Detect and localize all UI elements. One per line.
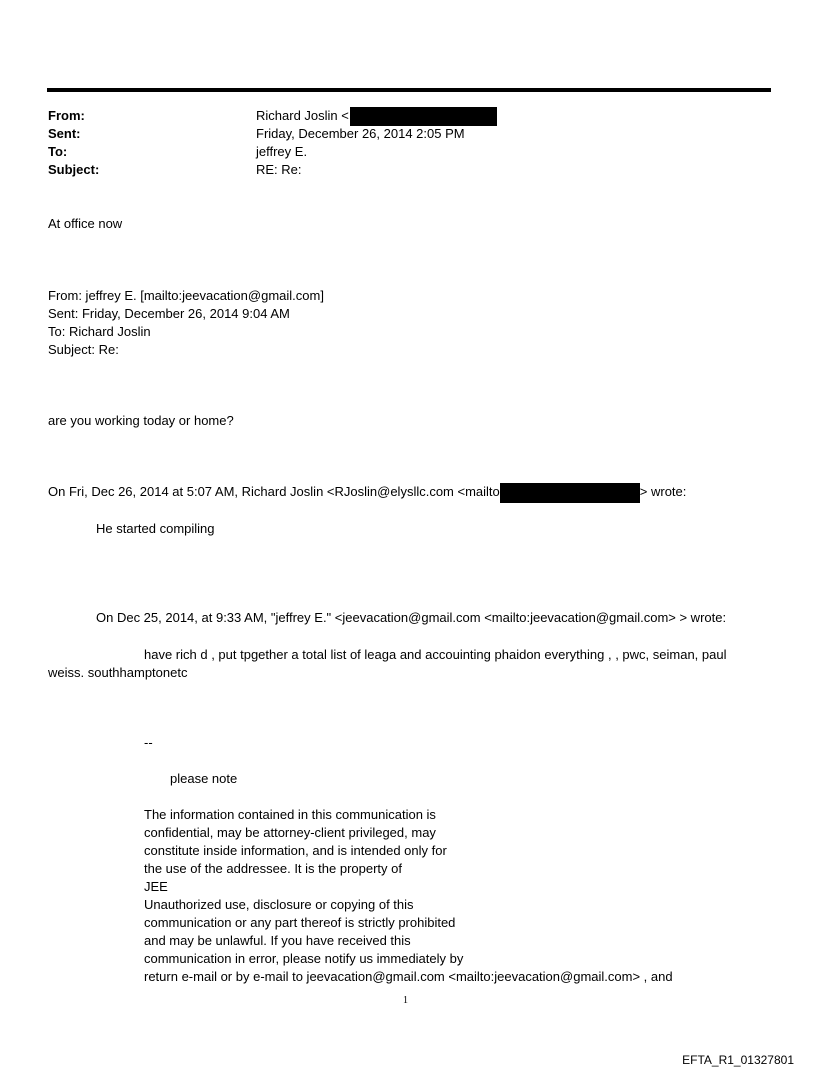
request-line-2: weiss. southhamptonetc — [48, 665, 188, 680]
on-fri-suffix: > wrote: — [639, 484, 687, 499]
redaction-box — [500, 483, 640, 503]
sent-label: Sent: — [48, 126, 81, 141]
disclaimer-line: Unauthorized use, disclosure or copying of this — [144, 897, 414, 912]
quoted-to: To: Richard Joslin — [48, 324, 151, 339]
from-value — [256, 107, 497, 126]
sent-value: Friday, December 26, 2014 2:05 PM — [256, 126, 465, 141]
page-number: 1 — [403, 995, 408, 1006]
on-fri-line — [48, 483, 686, 503]
compiling-text: He started compiling — [96, 521, 215, 536]
quoted-subject: Subject: Re: — [48, 342, 119, 357]
from-text: Richard Joslin < — [256, 108, 349, 123]
header-rule — [47, 88, 771, 92]
disclaimer-line: constitute inside information, and is intended only for — [144, 843, 447, 858]
redaction-box — [350, 107, 497, 126]
disclaimer-line: communication in error, please notify us immediately by — [144, 951, 464, 966]
disclaimer-line: return e-mail or by e-mail to jeevacation@gmail.com <mailto:jeevacation@gmail.com> , and — [144, 969, 673, 984]
disclaimer-line: The information contained in this communication is — [144, 807, 436, 822]
reply-text: At office now — [48, 216, 123, 231]
request-line-1: have rich d , put tpgether a total list of leaga and accouinting phaidon everything , , pwc, seiman, paul — [144, 647, 727, 662]
subject-value: RE: Re: — [256, 162, 302, 177]
disclaimer-line: JEE — [144, 879, 168, 894]
to-label: To: — [48, 144, 68, 159]
please-note: please note — [170, 771, 238, 786]
disclaimer-line: the use of the addressee. It is the property of — [144, 861, 402, 876]
on-fri-prefix: On Fri, Dec 26, 2014 at 5:07 AM, Richard Joslin <RJoslin@elysllc.com <mailto — [48, 484, 500, 499]
question-text: are you working today or home? — [48, 413, 234, 428]
disclaimer-line: communication or any part thereof is strictly prohibited — [144, 915, 456, 930]
document-id: EFTA_R1_01327801 — [682, 1053, 794, 1067]
quoted-from: From: jeffrey E. [mailto:jeevacation@gmail.com] — [48, 288, 324, 303]
subject-label: Subject: — [48, 162, 100, 177]
signature-dashes: -- — [144, 735, 153, 750]
quoted-sent: Sent: Friday, December 26, 2014 9:04 AM — [48, 306, 290, 321]
to-value: jeffrey E. — [256, 144, 308, 159]
on-dec25-line: On Dec 25, 2014, at 9:33 AM, "jeffrey E." <jeevacation@gmail.com <mailto:jeevacation@gmail.com> > wrote: — [96, 610, 727, 625]
from-label: From: — [48, 108, 85, 123]
disclaimer-line: and may be unlawful. If you have received this — [144, 933, 411, 948]
disclaimer-line: confidential, may be attorney-client privileged, may — [144, 825, 436, 840]
